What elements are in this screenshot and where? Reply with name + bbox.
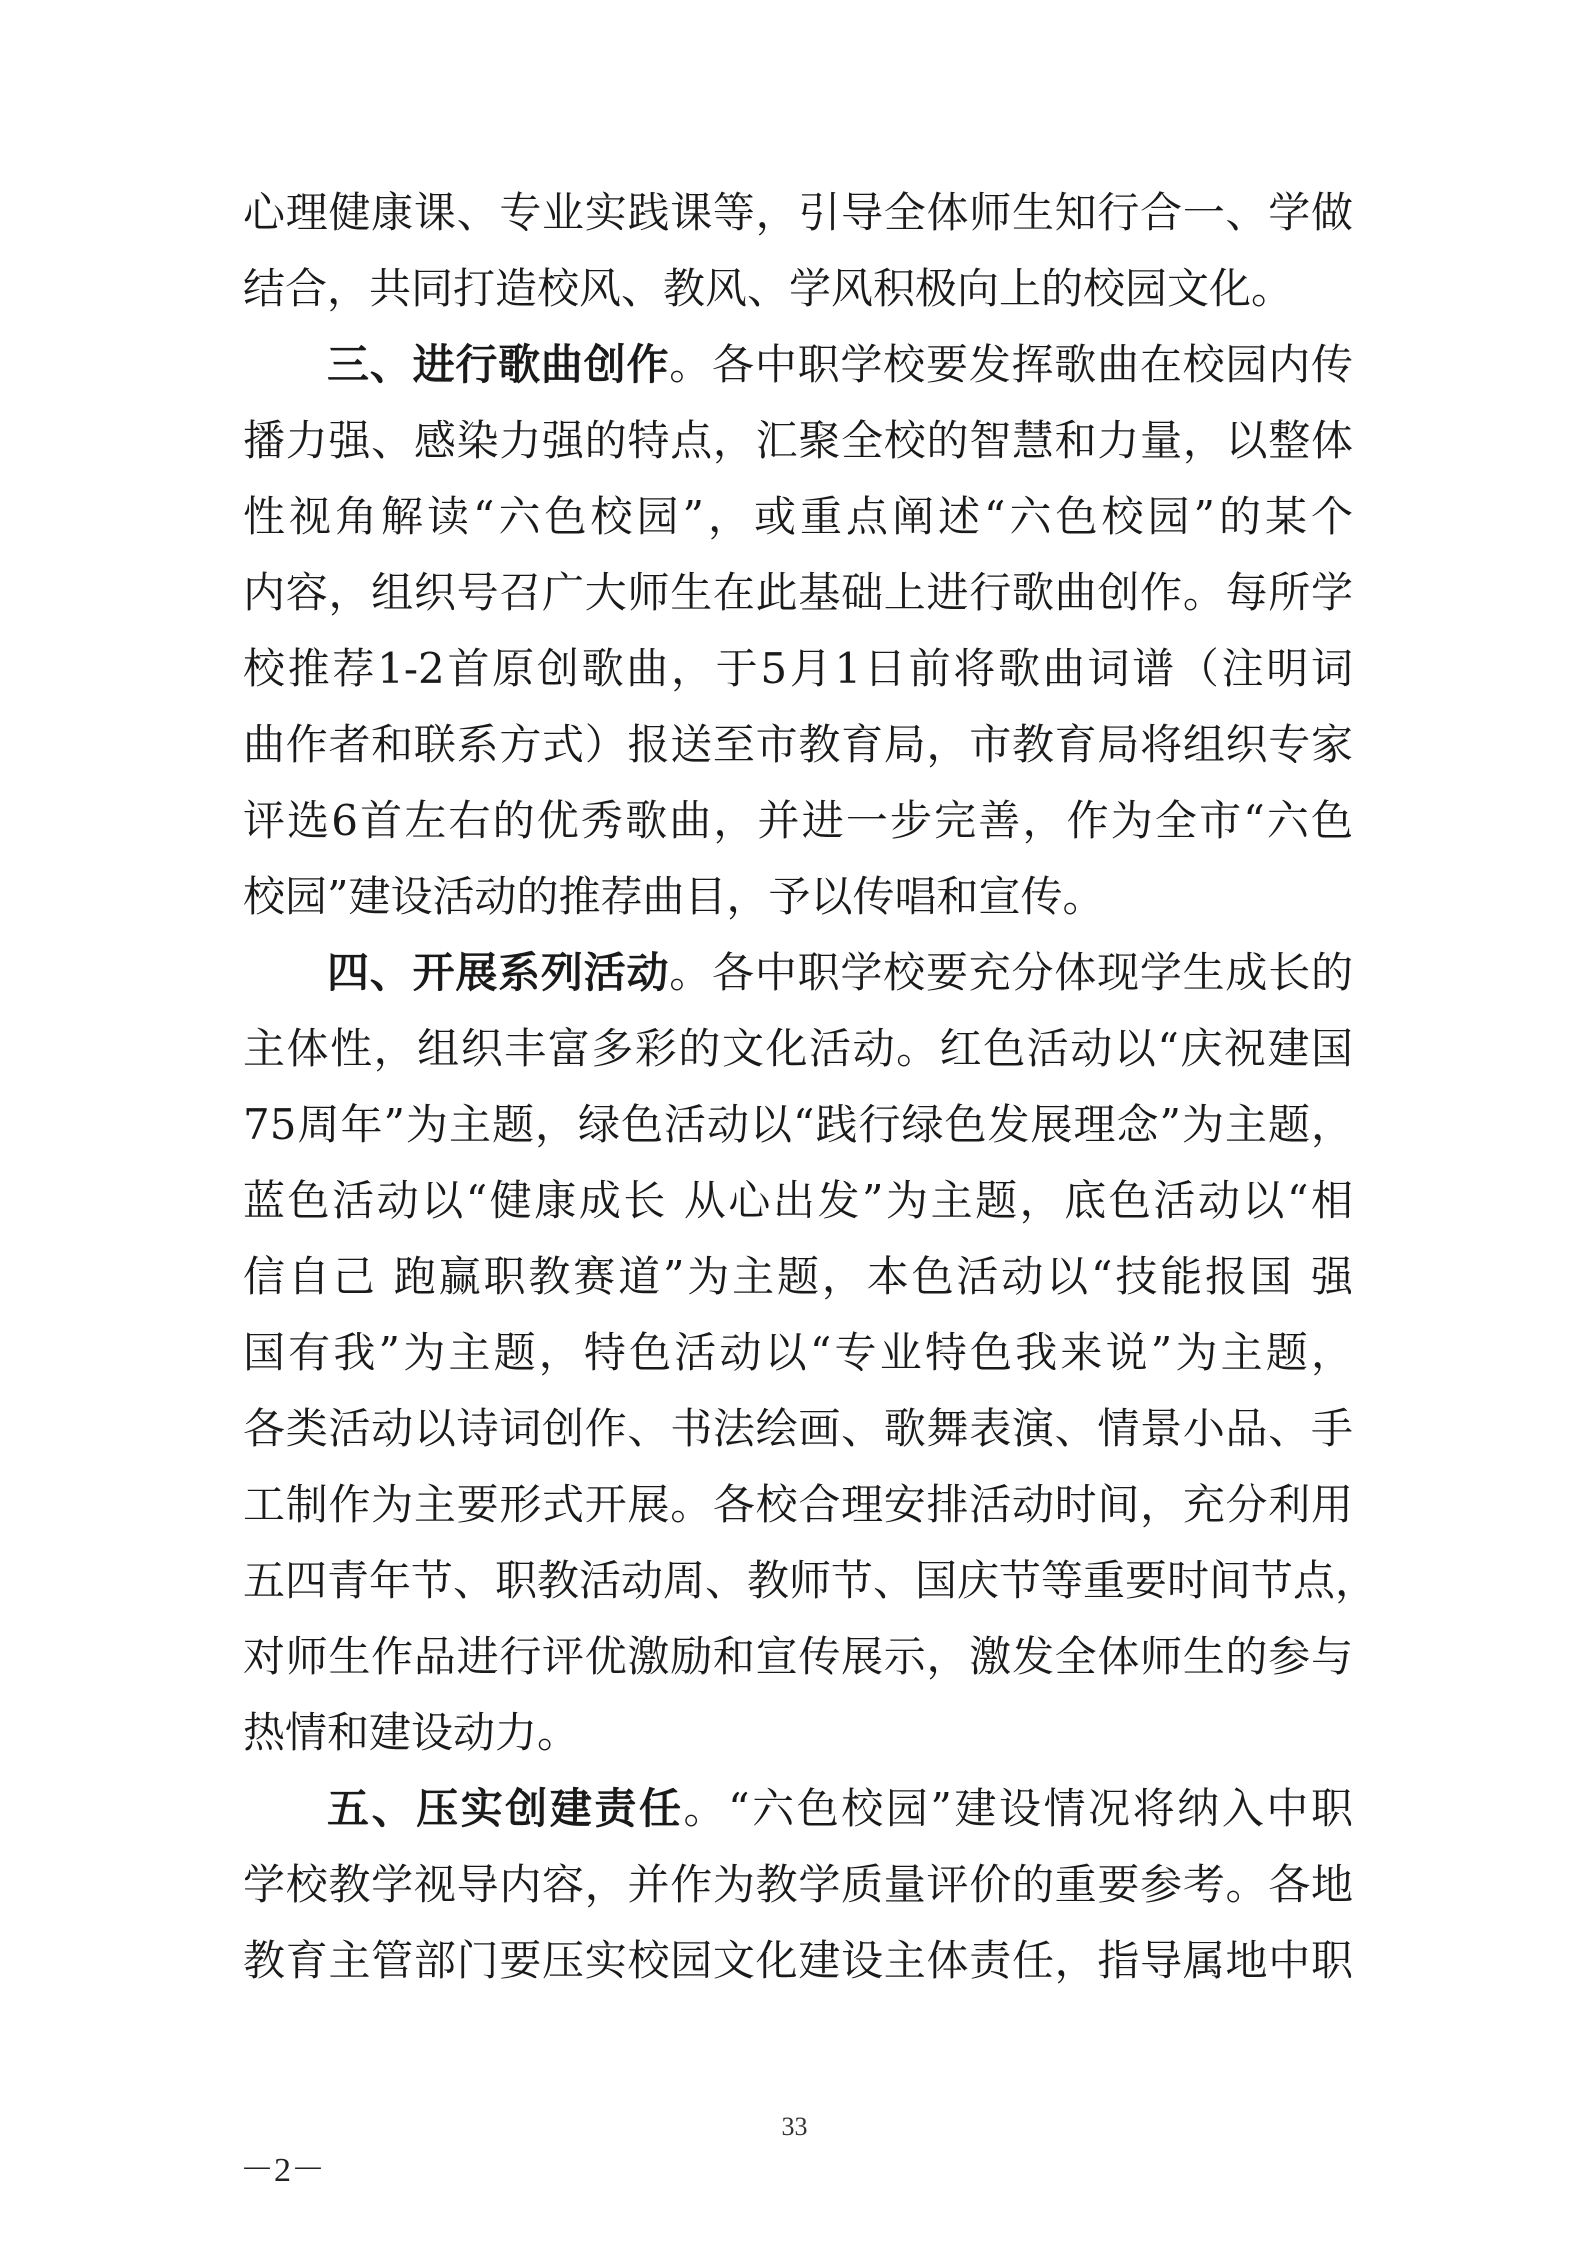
line-text: 性视角解读“六色校园”，或重点阐述“六色校园”的某个 [243, 492, 1353, 541]
line-text: 热情和建设动力。 [243, 1708, 580, 1757]
body-text-line [243, 1543, 1378, 1619]
line-text: 五四青年节、职教活动周、教师节、国庆节等重要时间节点， [243, 1556, 1378, 1605]
section-heading: 四、开展系列活动 [327, 948, 670, 997]
body-text-line [243, 1011, 1353, 1087]
body-text-line [243, 1315, 1353, 1391]
line-text: 心理健康课、专业实践课等，引导全体师生知行合一、学做 [243, 188, 1353, 237]
body-text-line [243, 1163, 1353, 1239]
body-text-line [243, 403, 1353, 479]
line-text: 学校教学视导内容，并作为教学质量评价的重要参考。各地 [243, 1860, 1353, 1909]
line-text: 各类活动以诗词创作、书法绘画、歌舞表演、情景小品、手 [243, 1404, 1353, 1453]
body-text-line [243, 631, 1353, 707]
body-text-line [243, 707, 1353, 783]
page-number-left: －2－ [240, 2152, 325, 2189]
line-text: 曲作者和联系方式）报送至市教育局，市教育局将组织专家 [243, 720, 1353, 769]
body-text-line [243, 555, 1353, 631]
body-text-line [243, 1087, 1353, 1163]
section-heading: 三、进行歌曲创作 [327, 340, 670, 389]
line-text: 校推荐1-2首原创歌曲，于5月1日前将歌曲词谱（注明词 [243, 644, 1353, 693]
body-text-line [243, 479, 1353, 555]
body-text-line [243, 1239, 1353, 1315]
line-text: 内容，组织号召广大师生在此基础上进行歌曲创作。每所学 [243, 568, 1353, 617]
line-text: 信自己 跑赢职教赛道”为主题，本色活动以“技能报国 强 [243, 1252, 1353, 1301]
line-text: 播力强、感染力强的特点，汇聚全校的智慧和力量，以整体 [243, 416, 1353, 465]
page-number-center: 33 [781, 2112, 808, 2141]
line-text: 评选6首左右的优秀歌曲，并进一步完善，作为全市“六色 [243, 796, 1353, 845]
body-text-line [243, 1391, 1353, 1467]
line-text: 。各中职学校要发挥歌曲在校园内传 [669, 340, 1353, 389]
body-text-line [327, 327, 1353, 403]
line-text: 校园”建设活动的推荐曲目，予以传唱和宣传。 [243, 872, 1105, 921]
body-text-line [327, 1771, 1353, 1847]
body-text-line [243, 859, 1353, 935]
line-text: 国有我”为主题，特色活动以“专业特色我来说”为主题， [243, 1328, 1353, 1377]
body-text-line [243, 783, 1353, 859]
body-text-line [243, 175, 1353, 251]
line-text: 主体性，组织丰富多彩的文化活动。红色活动以“庆祝建国 [243, 1024, 1353, 1073]
line-text: 蓝色活动以“健康成长 从心出发”为主题，底色活动以“相 [243, 1176, 1353, 1225]
body-text-line [243, 1847, 1353, 1923]
body-text-line [243, 1923, 1353, 1999]
line-text: 。“六色校园”建设情况将纳入中职 [683, 1784, 1353, 1833]
body-text-line [243, 1619, 1353, 1695]
line-text: 结合，共同打造校风、教风、学风积极向上的校园文化。 [243, 264, 1294, 313]
line-text: 75周年”为主题，绿色活动以“践行绿色发展理念”为主题， [243, 1100, 1353, 1149]
line-text: 。各中职学校要充分体现学生成长的 [669, 948, 1353, 997]
body-text-line [243, 1467, 1353, 1543]
line-text: 对师生作品进行评优激励和宣传展示，激发全体师生的参与 [243, 1632, 1353, 1681]
body-text-line [243, 1695, 1353, 1771]
body-text-line [327, 935, 1353, 1011]
body-text-line [243, 251, 1353, 327]
section-heading: 五、压实创建责任 [327, 1784, 684, 1833]
line-text: 教育主管部门要压实校园文化建设主体责任，指导属地中职 [243, 1936, 1353, 1985]
line-text: 工制作为主要形式开展。各校合理安排活动时间，充分利用 [243, 1480, 1353, 1529]
